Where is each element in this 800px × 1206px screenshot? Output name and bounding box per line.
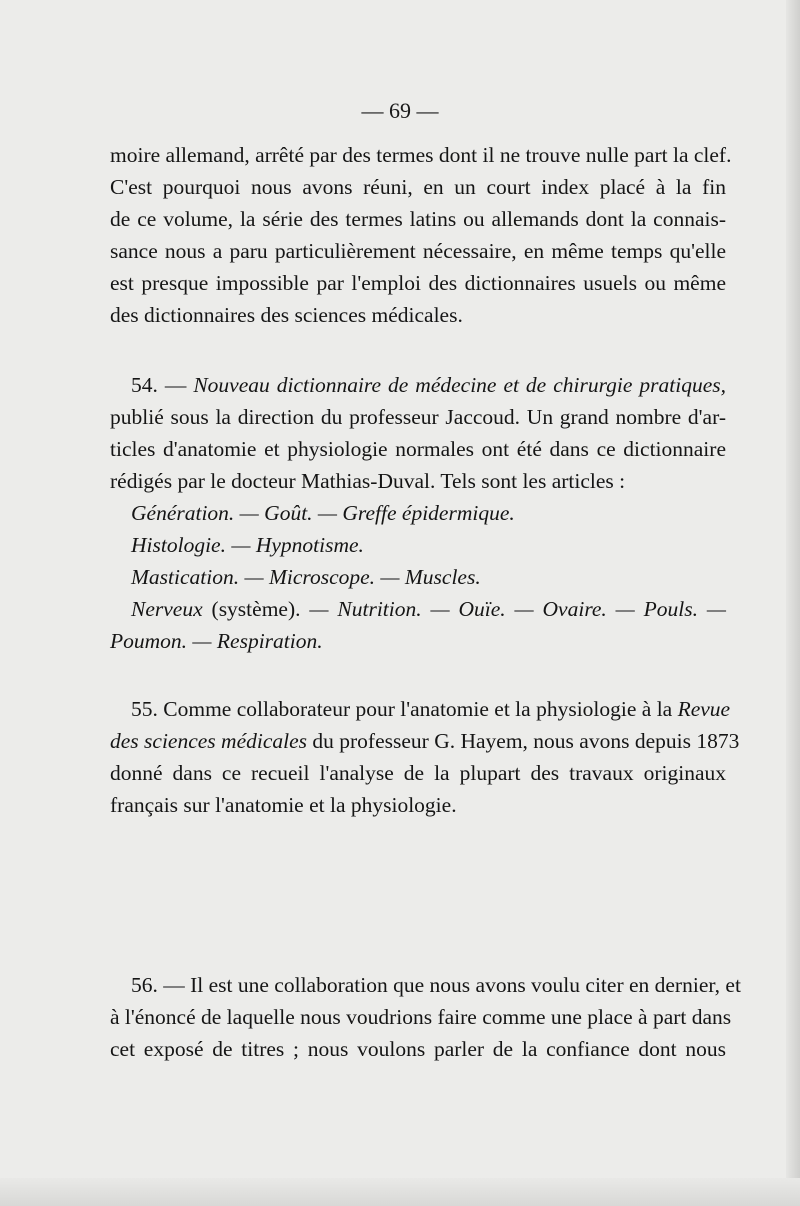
- p1-line-6: des dictionnaires des sciences médicales.: [110, 303, 463, 327]
- p1-line-1: moire allemand, arrêté par des termes dont il ne trouve nulle part la clef.: [110, 143, 732, 167]
- articles-line-5: Poumon. — Respiration.: [110, 629, 323, 653]
- articles-line-2: Histologie. — Hypnotisme.: [131, 533, 364, 557]
- p55-line-1: [131, 694, 731, 724]
- p56-line-1: 56. — Il est une collaboration que nous avons voulu citer en dernier, et: [131, 973, 741, 997]
- page-number: — 69 —: [361, 98, 439, 123]
- p55-lead: 55. Comme collaborateur pour l'anatomie et la physiologie à la: [131, 697, 673, 721]
- p1-line-2: C'est pourquoi nous avons réuni, en un court index placé à la fin: [110, 175, 726, 199]
- p54-title: Nouveau dictionnaire de médecine et de chirurgie pratiques,: [193, 373, 726, 397]
- p54-line-3: ticles d'anatomie et physiologie normales ont été dans ce dictionnaire: [110, 437, 726, 461]
- article-systeme: (système).: [211, 597, 301, 621]
- p1-line-5: est presque impossible par l'emploi des dictionnaires usuels ou même: [110, 271, 726, 295]
- p56-line-3: cet exposé de titres ; nous voulons parler de la confiance dont nous: [110, 1037, 726, 1061]
- p55-line-3: donné dans ce recueil l'analyse de la plupart des travaux originaux: [110, 761, 726, 785]
- scan-edge-bottom: [0, 1178, 800, 1206]
- p1-line-4: sance nous a paru particulièrement nécessaire, en même temps qu'elle: [110, 239, 726, 263]
- p55-journal-b: des sciences médicales: [110, 729, 308, 753]
- p55-rest: du professeur G. Hayem, nous avons depuis 1873: [312, 729, 740, 753]
- p55-journal-a: Revue: [677, 697, 731, 721]
- p54-line-2: publié sous la direction du professeur Jaccoud. Un grand nombre d'ar-: [110, 405, 726, 429]
- p55-line-2: [110, 726, 740, 756]
- p1-line-3: de ce volume, la série des termes latins ou allemands dont la connais-: [110, 207, 726, 231]
- article-nerveux: Nerveux: [131, 597, 203, 621]
- p54-line-4: rédigés par le docteur Mathias-Duval. Tels sont les articles :: [110, 469, 626, 493]
- articles-line-1: Génération. — Goût. — Greffe épidermique.: [131, 501, 515, 525]
- p54-number: 54.: [131, 373, 158, 397]
- articles-line-4: [131, 594, 726, 624]
- p54-dash: —: [164, 373, 187, 397]
- article-list-cont: — Nutrition. — Ouïe. — Ovaire. — Pouls. —: [309, 597, 727, 621]
- articles-line-3: Mastication. — Microscope. — Muscles.: [131, 565, 481, 589]
- p55-line-4: français sur l'anatomie et la physiologie.: [110, 793, 457, 817]
- p54-heading: [131, 370, 726, 400]
- scan-edge-right: [786, 0, 800, 1206]
- p56-line-2: à l'énoncé de laquelle nous voudrions faire comme une place à part dans: [110, 1005, 732, 1029]
